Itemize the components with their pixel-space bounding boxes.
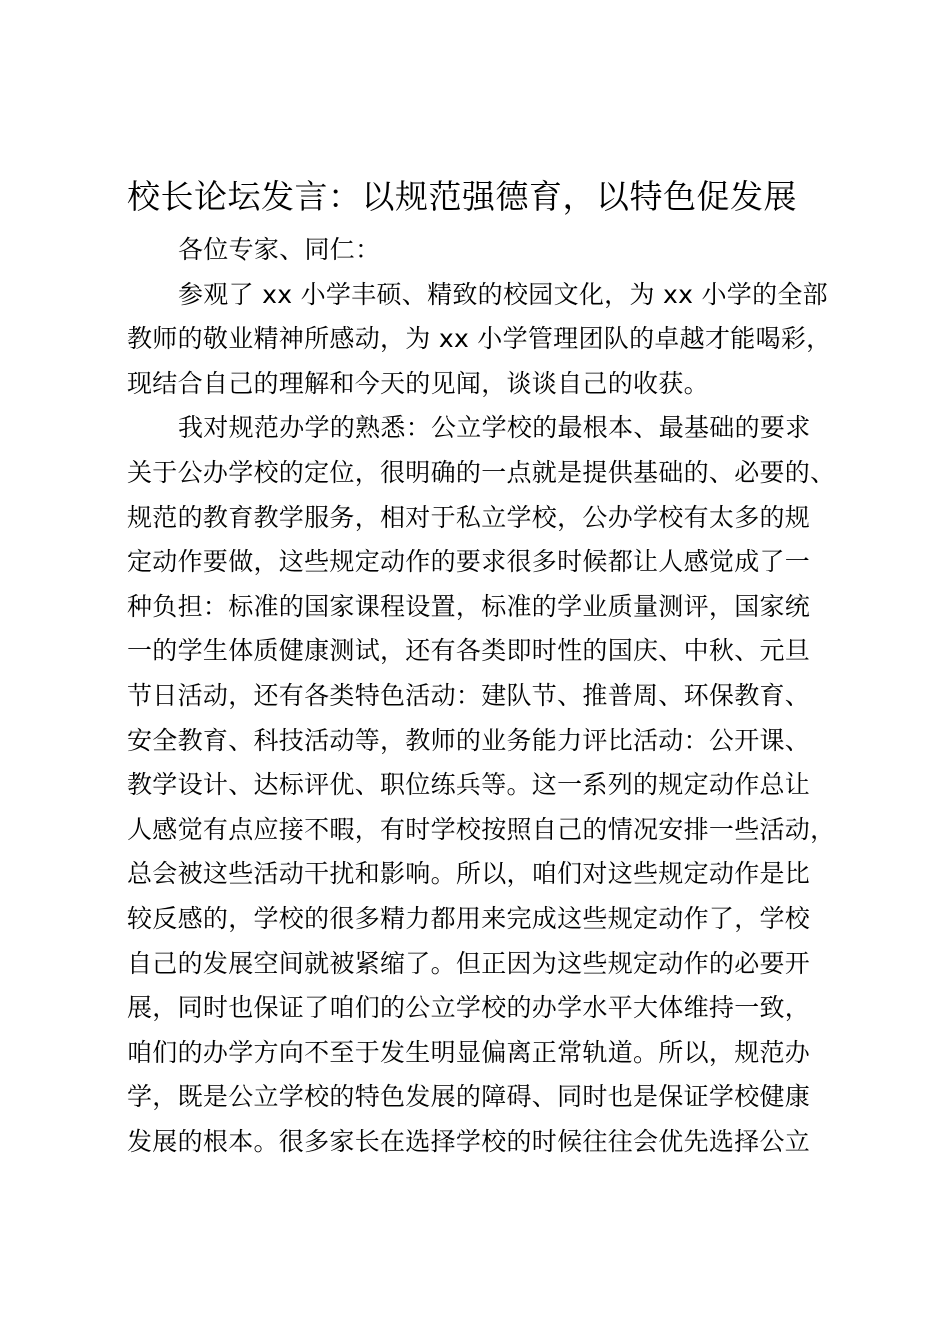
document-body: [127, 228, 836, 1164]
paragraph-line: 种负担：标准的国家课程设置，标准的学业质量测评，国家统: [127, 591, 811, 621]
paragraph-line: 一的学生体质健康测试，还有各类即时性的国庆、中秋、元旦: [127, 636, 811, 666]
paragraph-line: 教学设计、达标评优、职位练兵等。这一系列的规定动作总让: [127, 770, 811, 800]
paragraph-line: 节日活动，还有各类特色活动：建队节、推普周、环保教育、: [127, 680, 811, 710]
paragraph-line: 教师的敬业精神所感动，为 xx 小学管理团队的卓越才能喝彩，: [127, 324, 832, 354]
paragraph-line: 关于公办学校的定位，很明确的一点就是提供基础的、必要的、: [127, 457, 836, 487]
paragraph-line: 现结合自己的理解和今天的见闻，谈谈自己的收获。: [127, 368, 709, 398]
greeting-line: 各位专家、同仁：: [178, 235, 381, 264]
paragraph-line: 较反感的，学校的很多精力都用来完成这些规定动作了，学校: [127, 903, 811, 933]
paragraph-line: 发展的根本。很多家长在选择学校的时候往往会优先选择公立: [127, 1126, 811, 1156]
paragraph-line: 安全教育、科技活动等，教师的业务能力评比活动：公开课、: [127, 725, 811, 755]
paragraph-line: 学，既是公立学校的特色发展的障碍、同时也是保证学校健康: [127, 1082, 811, 1112]
paragraph-line: 参观了 xx 小学丰硕、精致的校园文化，为 xx 小学的全部: [178, 279, 828, 309]
paragraph-line: 我对规范办学的熟悉：公立学校的最根本、最基础的要求: [178, 413, 811, 443]
paragraph-line: 总会被这些活动干扰和影响。所以，咱们对这些规定动作是比: [127, 859, 811, 889]
paragraph-line: 咱们的办学方向不至于发生明显偏离正常轨道。所以，规范办: [127, 1037, 811, 1067]
paragraph-line: 展，同时也保证了咱们的公立学校的办学水平大体维持一致，: [127, 993, 811, 1023]
paragraph-line: 规范的教育教学服务，相对于私立学校，公办学校有太多的规: [127, 502, 811, 532]
paragraph-line: 人感觉有点应接不暇，有时学校按照自己的情况安排一些活动，: [127, 814, 836, 844]
paragraph-line: 定动作要做，这些规定动作的要求很多时候都让人感觉成了一: [127, 547, 811, 577]
paragraph-line: 自己的发展空间就被紧缩了。但正因为这些规定动作的必要开: [127, 948, 811, 978]
document-title: 校长论坛发言：以规范强德育，以特色促发展: [127, 177, 797, 216]
